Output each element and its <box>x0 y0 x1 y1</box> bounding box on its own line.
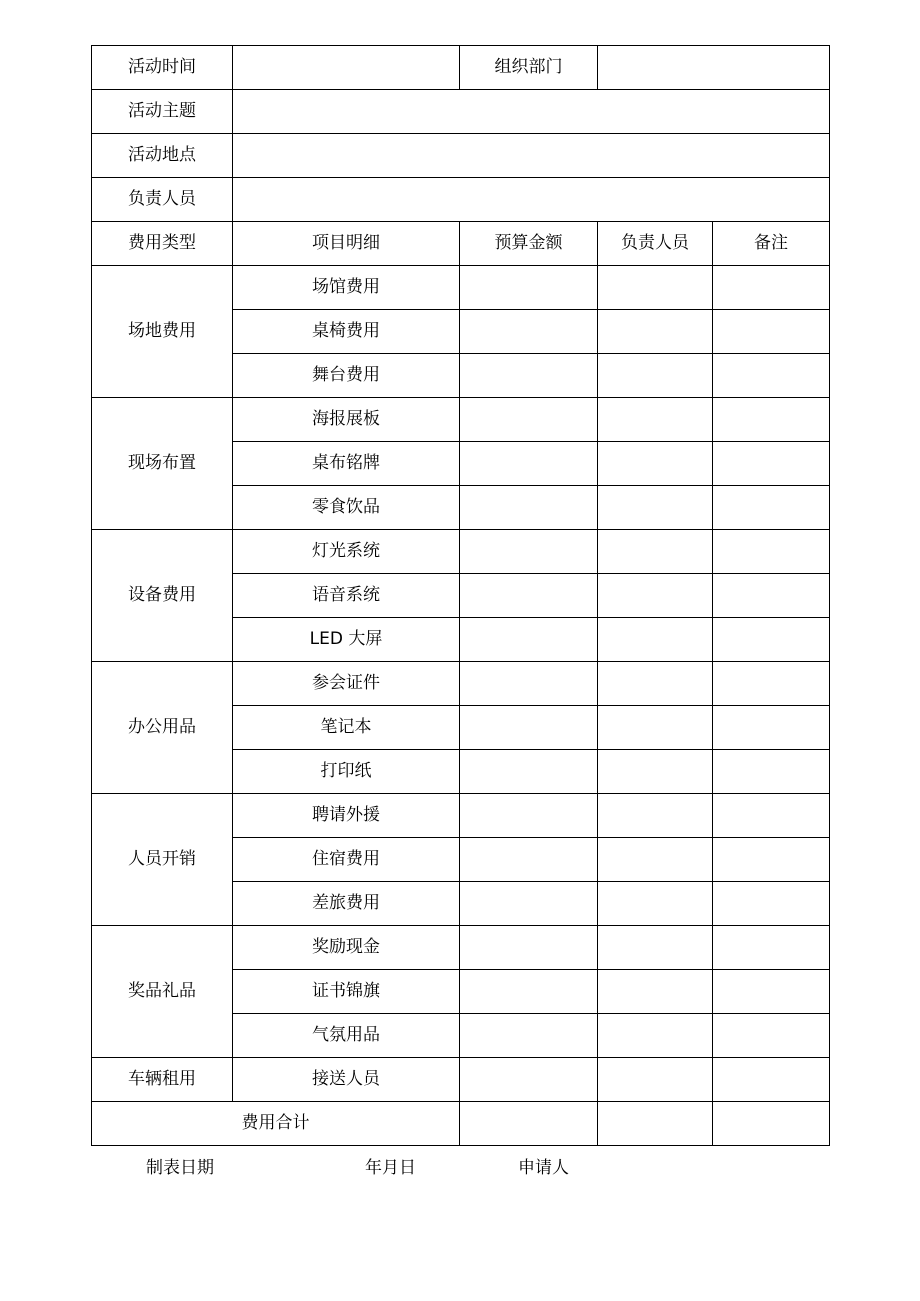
person-cell[interactable] <box>598 838 713 882</box>
budget-cell[interactable] <box>460 750 598 794</box>
remark-cell[interactable] <box>713 310 830 354</box>
person-cell[interactable] <box>598 486 713 530</box>
item-label: 灯光系统 <box>233 530 460 574</box>
budget-cell[interactable] <box>460 926 598 970</box>
budget-cell[interactable] <box>460 706 598 750</box>
remark-cell[interactable] <box>713 398 830 442</box>
category-label: 车辆租用 <box>92 1058 233 1102</box>
budget-cell[interactable] <box>460 618 598 662</box>
item-label: 场馆费用 <box>233 266 460 310</box>
person-cell[interactable] <box>598 354 713 398</box>
header-type: 费用类型 <box>92 222 233 266</box>
remark-cell[interactable] <box>713 266 830 310</box>
person-cell[interactable] <box>598 530 713 574</box>
item-label: 桌椅费用 <box>233 310 460 354</box>
budget-cell[interactable] <box>460 882 598 926</box>
item-label: 参会证件 <box>233 662 460 706</box>
person-cell[interactable] <box>598 750 713 794</box>
total-label: 费用合计 <box>92 1102 460 1146</box>
footer-applicant-label: 申请人 <box>518 1158 569 1178</box>
table-row <box>92 1058 830 1102</box>
budget-table <box>91 45 830 1146</box>
category-label: 场地费用 <box>92 266 233 398</box>
activity-location-label: 活动地点 <box>92 134 233 178</box>
total-budget-cell[interactable] <box>460 1102 598 1146</box>
item-label: 语音系统 <box>233 574 460 618</box>
responsible-label: 负责人员 <box>92 178 233 222</box>
activity-theme-label: 活动主题 <box>92 90 233 134</box>
item-label: 接送人员 <box>233 1058 460 1102</box>
item-label: 桌布铭牌 <box>233 442 460 486</box>
remark-cell[interactable] <box>713 662 830 706</box>
budget-cell[interactable] <box>460 1014 598 1058</box>
item-label: LED 大屏 <box>233 618 460 662</box>
person-cell[interactable] <box>598 1058 713 1102</box>
person-cell[interactable] <box>598 970 713 1014</box>
category-label: 办公用品 <box>92 662 233 794</box>
remark-cell[interactable] <box>713 442 830 486</box>
item-label: 住宿费用 <box>233 838 460 882</box>
budget-cell[interactable] <box>460 310 598 354</box>
category-label: 人员开销 <box>92 794 233 926</box>
person-cell[interactable] <box>598 794 713 838</box>
item-label: 笔记本 <box>233 706 460 750</box>
row-responsible <box>92 178 830 222</box>
remark-cell[interactable] <box>713 926 830 970</box>
footer-date-value: 年月日 <box>365 1158 416 1178</box>
item-label: 气氛用品 <box>233 1014 460 1058</box>
activity-time-value[interactable] <box>233 46 460 90</box>
budget-cell[interactable] <box>460 442 598 486</box>
remark-cell[interactable] <box>713 750 830 794</box>
category-label: 设备费用 <box>92 530 233 662</box>
category-label: 奖品礼品 <box>92 926 233 1058</box>
activity-time-label: 活动时间 <box>92 46 233 90</box>
budget-cell[interactable] <box>460 486 598 530</box>
header-row <box>92 222 830 266</box>
person-cell[interactable] <box>598 882 713 926</box>
remark-cell[interactable] <box>713 486 830 530</box>
person-cell[interactable] <box>598 706 713 750</box>
remark-cell[interactable] <box>713 838 830 882</box>
remark-cell[interactable] <box>713 970 830 1014</box>
budget-cell[interactable] <box>460 794 598 838</box>
header-remark: 备注 <box>713 222 830 266</box>
header-budget: 预算金额 <box>460 222 598 266</box>
remark-cell[interactable] <box>713 530 830 574</box>
remark-cell[interactable] <box>713 354 830 398</box>
item-label: 证书锦旗 <box>233 970 460 1014</box>
table-row <box>92 662 830 706</box>
person-cell[interactable] <box>598 398 713 442</box>
person-cell[interactable] <box>598 310 713 354</box>
item-label: 差旅费用 <box>233 882 460 926</box>
person-cell[interactable] <box>598 926 713 970</box>
budget-cell[interactable] <box>460 838 598 882</box>
budget-cell[interactable] <box>460 1058 598 1102</box>
remark-cell[interactable] <box>713 1014 830 1058</box>
remark-cell[interactable] <box>713 794 830 838</box>
item-label: 打印纸 <box>233 750 460 794</box>
total-remark-cell[interactable] <box>713 1102 830 1146</box>
budget-cell[interactable] <box>460 574 598 618</box>
activity-theme-value[interactable] <box>233 90 830 134</box>
budget-cell[interactable] <box>460 354 598 398</box>
org-dept-value[interactable] <box>598 46 830 90</box>
header-person: 负责人员 <box>598 222 713 266</box>
person-cell[interactable] <box>598 618 713 662</box>
row-activity-location <box>92 134 830 178</box>
budget-cell[interactable] <box>460 530 598 574</box>
person-cell[interactable] <box>598 442 713 486</box>
table-row <box>92 530 830 574</box>
budget-cell[interactable] <box>460 266 598 310</box>
total-person-cell[interactable] <box>598 1102 713 1146</box>
person-cell[interactable] <box>598 662 713 706</box>
header-item: 项目明细 <box>233 222 460 266</box>
row-activity-theme <box>92 90 830 134</box>
remark-cell[interactable] <box>713 1058 830 1102</box>
budget-cell[interactable] <box>460 398 598 442</box>
item-label: 奖励现金 <box>233 926 460 970</box>
org-dept-label: 组织部门 <box>460 46 598 90</box>
remark-cell[interactable] <box>713 882 830 926</box>
person-cell[interactable] <box>598 1014 713 1058</box>
total-row <box>92 1102 830 1146</box>
activity-location-value[interactable] <box>233 134 830 178</box>
responsible-value[interactable] <box>233 178 830 222</box>
table-row <box>92 398 830 442</box>
table-row <box>92 926 830 970</box>
table-row <box>92 794 830 838</box>
row-activity-time <box>92 46 830 90</box>
remark-cell[interactable] <box>713 618 830 662</box>
budget-cell[interactable] <box>460 662 598 706</box>
item-label: 舞台费用 <box>233 354 460 398</box>
table-row <box>92 266 830 310</box>
item-label: 零食饮品 <box>233 486 460 530</box>
person-cell[interactable] <box>598 266 713 310</box>
item-label: 海报展板 <box>233 398 460 442</box>
item-label: 聘请外援 <box>233 794 460 838</box>
person-cell[interactable] <box>598 574 713 618</box>
budget-cell[interactable] <box>460 970 598 1014</box>
remark-cell[interactable] <box>713 574 830 618</box>
footer-date-label: 制表日期 <box>146 1158 214 1178</box>
remark-cell[interactable] <box>713 706 830 750</box>
category-label: 现场布置 <box>92 398 233 530</box>
